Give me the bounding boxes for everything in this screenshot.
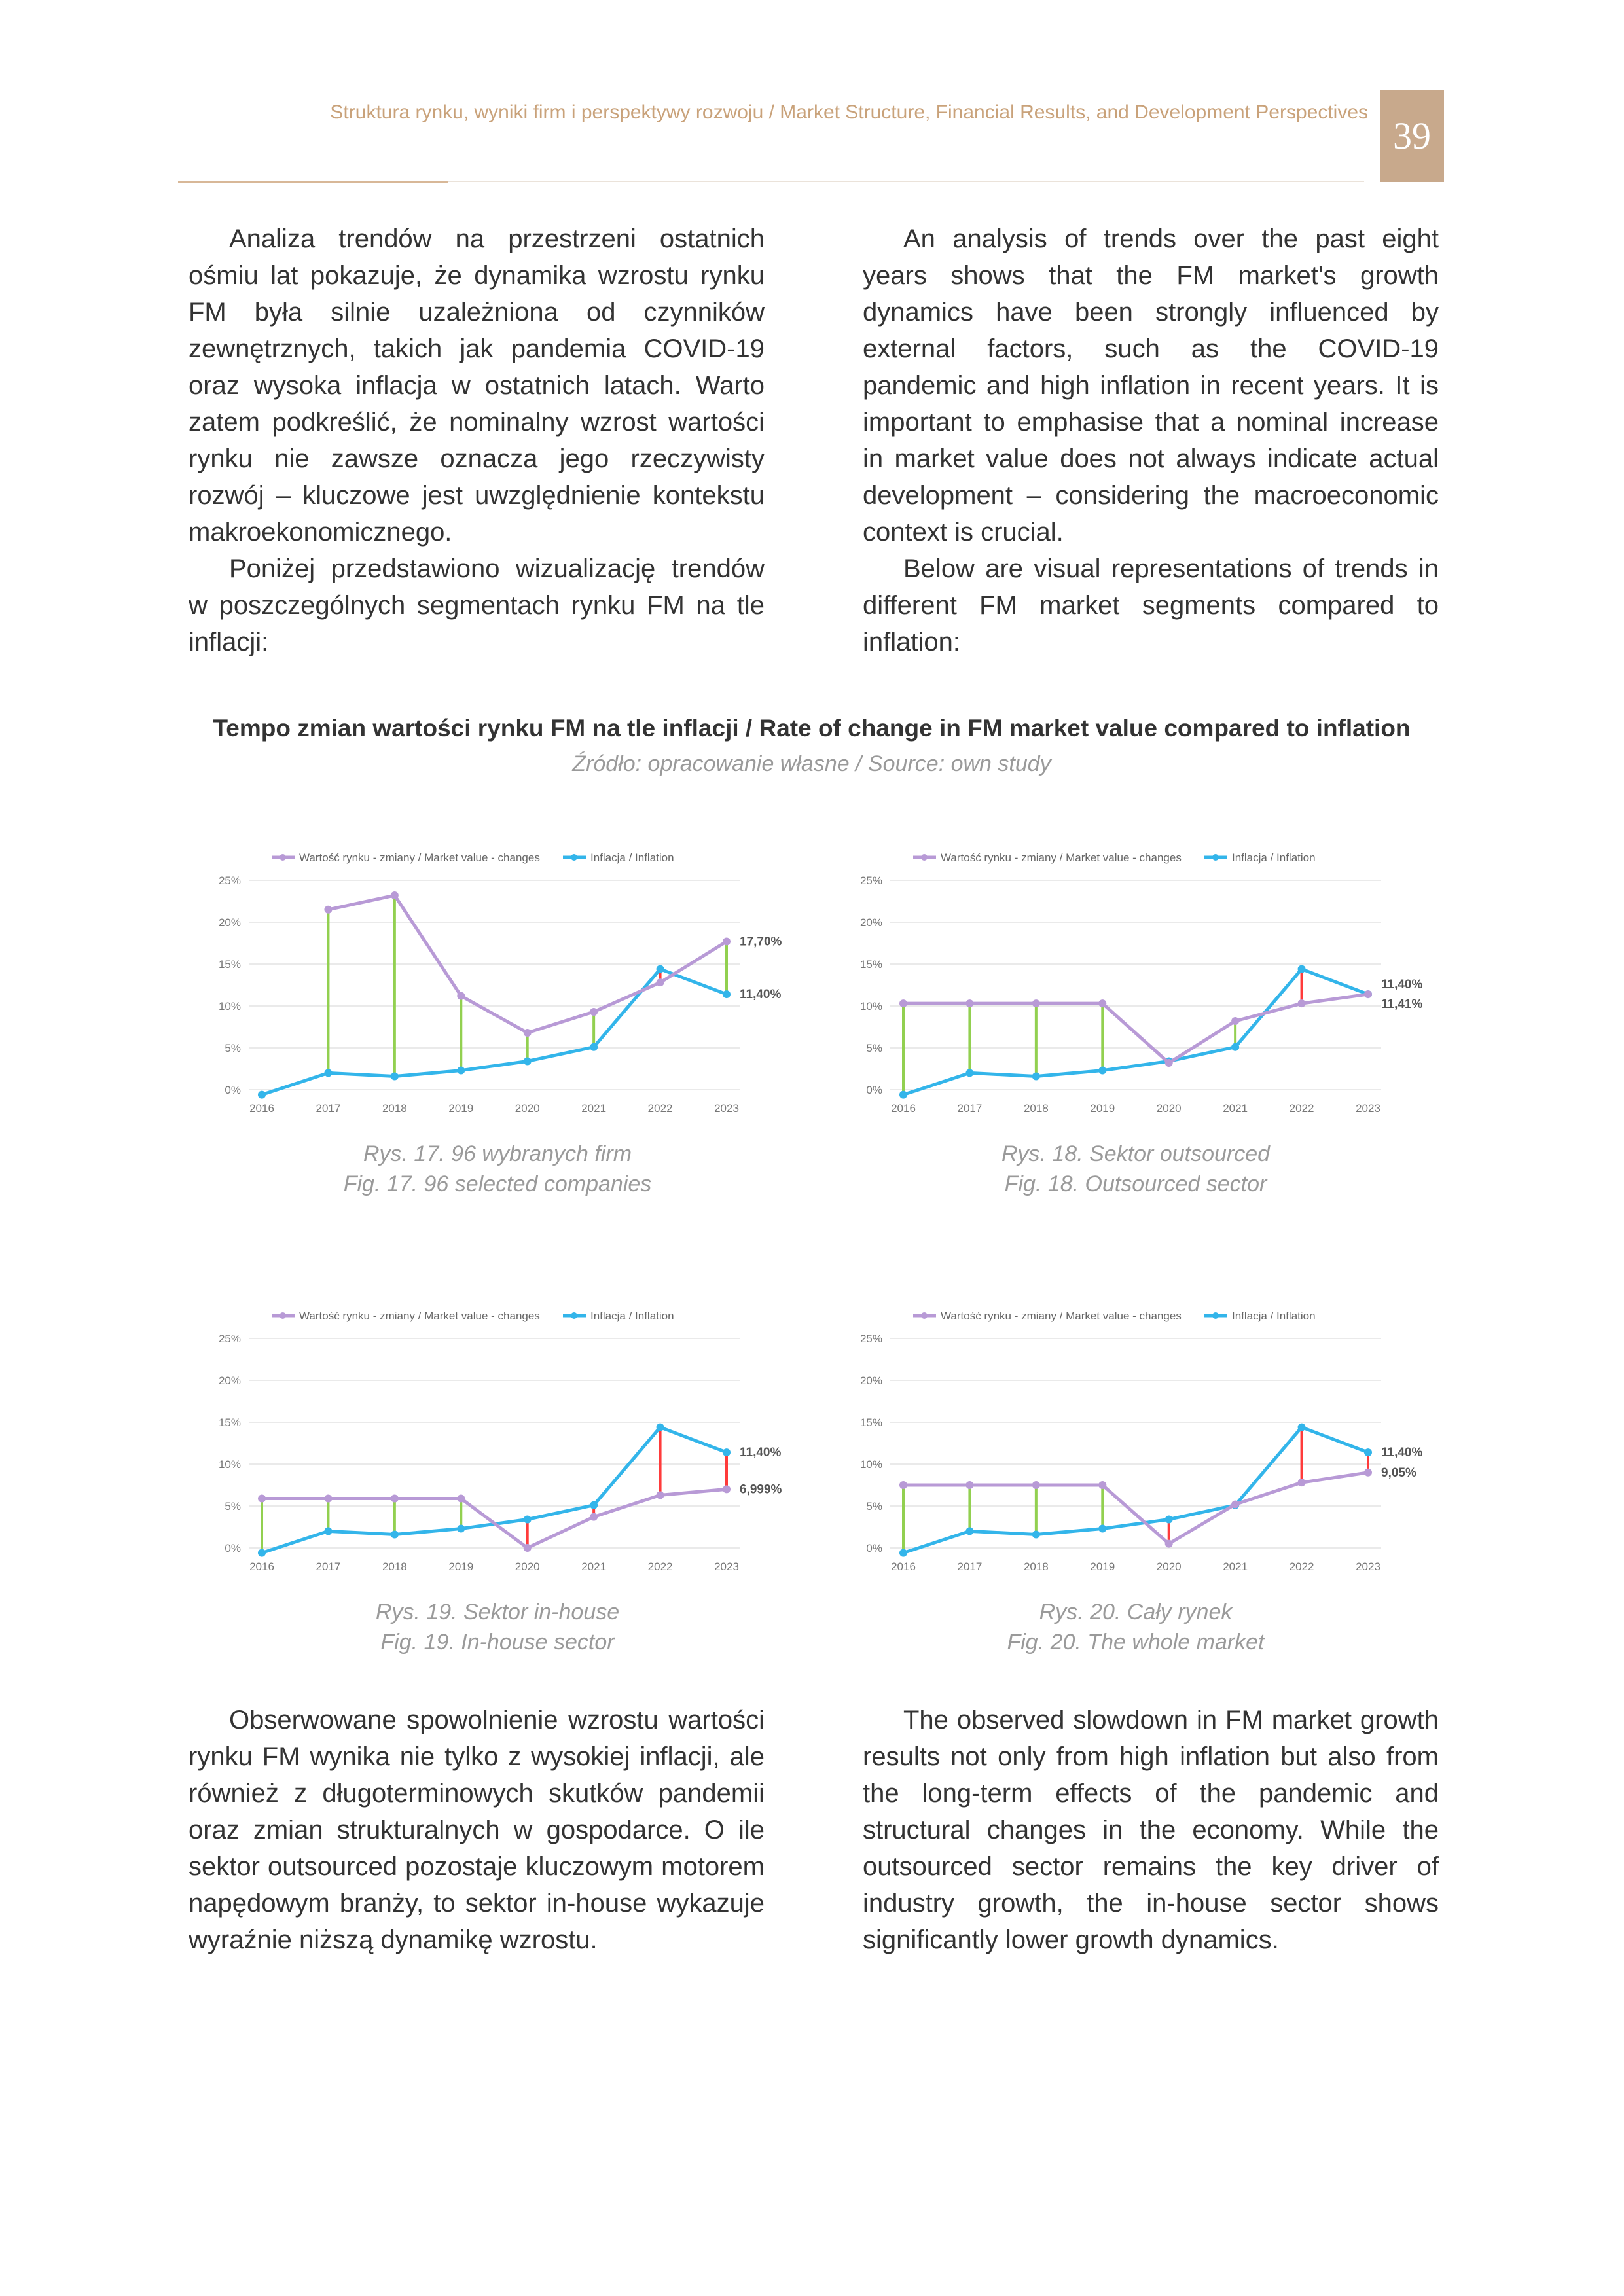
inflation-point xyxy=(457,1525,465,1533)
market-value-point xyxy=(1098,1481,1106,1489)
legend-inflation-marker xyxy=(571,854,577,861)
y-tick-label: 20% xyxy=(218,916,241,929)
legend-market-label: Wartość rynku - zmiany / Market value - changes xyxy=(941,1310,1182,1322)
y-tick-label: 20% xyxy=(859,1374,882,1387)
y-tick-label: 5% xyxy=(866,1500,882,1513)
inflation-point xyxy=(258,1091,266,1099)
x-tick-label: 2017 xyxy=(316,1560,341,1573)
inflation-point xyxy=(723,990,731,998)
y-tick-label: 25% xyxy=(859,874,882,887)
market-value-point xyxy=(1098,999,1106,1007)
data-label: 17,70% xyxy=(740,935,782,949)
inflation-point xyxy=(1098,1067,1106,1075)
market-value-point xyxy=(1032,999,1040,1007)
running-header: Struktura rynku, wyniki firm i perspektywy rozwoju / Market Structure, Financial Results, and Development Perspectives xyxy=(330,101,1368,123)
x-tick-label: 2021 xyxy=(581,1102,607,1115)
inflation-line xyxy=(262,969,727,1095)
x-tick-label: 2018 xyxy=(1023,1560,1049,1573)
x-tick-label: 2019 xyxy=(448,1102,474,1115)
x-tick-label: 2020 xyxy=(1156,1102,1182,1115)
inflation-point xyxy=(1032,1531,1040,1539)
market-value-point xyxy=(965,999,973,1007)
market-value-point xyxy=(457,992,465,1000)
market-value-point xyxy=(1165,1540,1173,1548)
caption-fig-19 xyxy=(203,1597,792,1657)
x-tick-label: 2021 xyxy=(1223,1560,1248,1573)
inflation-point xyxy=(324,1069,332,1077)
chart-svg xyxy=(196,831,785,1145)
market-value-point xyxy=(657,978,664,986)
page-number: 39 xyxy=(1380,90,1444,182)
data-label: 11,41% xyxy=(1381,997,1423,1012)
inflation-point xyxy=(258,1549,266,1557)
caption-en: Fig. 19. In-house sector xyxy=(380,1630,615,1655)
market-value-point xyxy=(524,1544,532,1552)
legend-inflation-label: Inflacja / Inflation xyxy=(1232,852,1316,864)
inflation-point xyxy=(1298,1424,1306,1431)
outro-en-paragraph: The observed slowdown in FM market growth results not only from high inflation but also from the long-term effects of the pandemic and structural changes in the economy. While the outsourced sector remains the key driver of industry growth, the in-house sector shows significantly lower growth dynamics. xyxy=(863,1706,1439,1954)
data-label: 11,40% xyxy=(740,1446,782,1460)
y-tick-label: 15% xyxy=(218,958,241,971)
inflation-point xyxy=(524,1515,532,1523)
intro-english xyxy=(863,221,1439,660)
header-rule-accent xyxy=(178,181,448,183)
inflation-point xyxy=(590,1501,598,1509)
y-tick-label: 20% xyxy=(218,1374,241,1387)
inflation-point xyxy=(723,1448,731,1456)
intro-polish xyxy=(189,221,765,660)
chart-svg xyxy=(838,1289,1427,1604)
x-tick-label: 2021 xyxy=(581,1560,607,1573)
y-tick-label: 10% xyxy=(859,1458,882,1471)
y-tick-label: 25% xyxy=(218,1333,241,1345)
market-value-point xyxy=(457,1494,465,1502)
chart-legend xyxy=(272,1310,674,1322)
y-tick-label: 0% xyxy=(866,1084,882,1096)
caption-pl: Rys. 20. Cały rynek xyxy=(1039,1600,1233,1624)
x-tick-label: 2022 xyxy=(647,1560,673,1573)
x-tick-label: 2016 xyxy=(249,1560,274,1573)
x-tick-label: 2023 xyxy=(1356,1560,1380,1573)
data-label: 9,05% xyxy=(1381,1465,1416,1480)
y-tick-label: 10% xyxy=(218,1458,241,1471)
caption-fig-17 xyxy=(203,1139,792,1199)
inflation-point xyxy=(1098,1525,1106,1533)
y-tick-label: 0% xyxy=(866,1542,882,1554)
inflation-point xyxy=(1165,1515,1173,1523)
caption-en: Fig. 17. 96 selected companies xyxy=(343,1172,652,1196)
x-tick-label: 2017 xyxy=(957,1102,983,1115)
x-tick-label: 2022 xyxy=(1289,1560,1314,1573)
market-value-point xyxy=(1298,999,1306,1007)
chart-in-house-sector xyxy=(196,1289,785,1604)
inflation-point xyxy=(965,1527,973,1535)
x-tick-label: 2022 xyxy=(647,1102,673,1115)
chart-legend xyxy=(272,852,674,864)
x-tick-label: 2019 xyxy=(1090,1102,1115,1115)
inflation-point xyxy=(657,965,664,973)
intro-en-paragraph-2: Below are visual representations of trends in different FM market segments compared to inflation: xyxy=(863,554,1439,656)
x-tick-label: 2018 xyxy=(382,1560,407,1573)
caption-pl: Rys. 17. 96 wybranych firm xyxy=(363,1141,632,1166)
inflation-point xyxy=(391,1073,399,1081)
x-tick-label: 2016 xyxy=(891,1102,916,1115)
x-tick-label: 2022 xyxy=(1289,1102,1314,1115)
chart-selected-companies xyxy=(196,831,785,1145)
chart-legend xyxy=(913,1310,1316,1322)
inflation-point xyxy=(899,1549,907,1557)
legend-inflation-marker xyxy=(1212,1312,1219,1319)
y-tick-label: 25% xyxy=(859,1333,882,1345)
x-tick-label: 2023 xyxy=(714,1102,739,1115)
chart-svg xyxy=(196,1289,785,1604)
legend-market-label: Wartość rynku - zmiany / Market value - changes xyxy=(941,852,1182,864)
inflation-point xyxy=(899,1091,907,1099)
figure-source: Źródło: opracowanie własne / Source: own study xyxy=(572,751,1051,776)
x-tick-label: 2020 xyxy=(1156,1560,1182,1573)
x-tick-label: 2021 xyxy=(1223,1102,1248,1115)
data-label: 11,40% xyxy=(740,988,782,1002)
market-value-point xyxy=(657,1491,664,1499)
caption-fig-18 xyxy=(841,1139,1430,1199)
x-tick-label: 2023 xyxy=(1356,1102,1380,1115)
market-value-point xyxy=(965,1481,973,1489)
inflation-point xyxy=(524,1057,532,1065)
intro-pl-paragraph-2: Poniżej przedstawiono wizualizację trendów w poszczególnych segmentach rynku FM na tle inflacji: xyxy=(189,554,765,656)
chart-outsourced-sector xyxy=(838,831,1427,1145)
y-tick-label: 5% xyxy=(866,1042,882,1054)
x-tick-label: 2019 xyxy=(448,1560,474,1573)
legend-inflation-label: Inflacja / Inflation xyxy=(590,1310,674,1322)
inflation-point xyxy=(457,1067,465,1075)
legend-market-marker xyxy=(280,1312,286,1319)
legend-market-label: Wartość rynku - zmiany / Market value - changes xyxy=(299,1310,540,1322)
legend-market-marker xyxy=(921,1312,928,1319)
y-tick-label: 0% xyxy=(225,1542,241,1554)
market-value-point xyxy=(1298,1479,1306,1486)
market-value-point xyxy=(723,937,731,945)
market-value-point xyxy=(1165,1059,1173,1067)
market-value-point xyxy=(324,906,332,914)
legend-market-marker xyxy=(280,854,286,861)
chart-whole-market xyxy=(838,1289,1427,1604)
intro-pl-paragraph-1: Analiza trendów na przestrzeni ostatnich ośmiu lat pokazuje, że dynamika wzrostu rynku FM była silnie uzależniona od czynników zewnętrznych, takich jak pandemia COVID-19 oraz wysoka inflacja w ostatnich latach. Warto zatem podkreślić, że nominalny wzrost wartości rynku nie zawsze oznacza jego rzeczywisty rozwój – kluczowe jest uwzględnienie kontekstu makroekonomicznego. xyxy=(189,224,765,547)
inflation-point xyxy=(324,1527,332,1535)
y-tick-label: 10% xyxy=(859,1000,882,1013)
x-tick-label: 2018 xyxy=(1023,1102,1049,1115)
legend-market-marker xyxy=(921,854,928,861)
legend-inflation-marker xyxy=(1212,854,1219,861)
y-tick-label: 5% xyxy=(225,1042,241,1054)
data-label: 6,999% xyxy=(740,1482,782,1497)
market-value-point xyxy=(1364,1469,1372,1477)
outro-english xyxy=(863,1702,1439,1958)
y-tick-label: 15% xyxy=(218,1416,241,1429)
market-value-point xyxy=(590,1513,598,1521)
inflation-point xyxy=(391,1531,399,1539)
market-value-point xyxy=(1231,1500,1239,1508)
data-label: 11,40% xyxy=(1381,978,1423,992)
inflation-point xyxy=(1032,1073,1040,1081)
caption-en: Fig. 20. The whole market xyxy=(1007,1630,1265,1655)
header-rule xyxy=(448,181,1364,182)
legend-inflation-label: Inflacja / Inflation xyxy=(590,852,674,864)
figure-title: Tempo zmian wartości rynku FM na tle inflacji / Rate of change in FM market value compared to inflation xyxy=(213,715,1411,742)
x-tick-label: 2020 xyxy=(514,1102,540,1115)
inflation-line xyxy=(262,1427,727,1553)
y-tick-label: 25% xyxy=(218,874,241,887)
market-value-point xyxy=(1364,990,1372,998)
market-value-point xyxy=(324,1494,332,1502)
x-tick-label: 2017 xyxy=(957,1560,983,1573)
x-tick-label: 2017 xyxy=(316,1102,341,1115)
inflation-point xyxy=(1298,965,1306,973)
x-tick-label: 2018 xyxy=(382,1102,407,1115)
market-value-point xyxy=(1231,1017,1239,1025)
inflation-point xyxy=(965,1069,973,1077)
intro-en-paragraph-1: An analysis of trends over the past eight years shows that the FM market's growth dynamics have been strongly influenced by external factors, such as the COVID-19 pandemic and high inflation in recent years. It is important to emphasise that a nominal increase in market value does not always indicate actual development – considering the macroeconomic context is crucial. xyxy=(863,224,1439,547)
caption-pl: Rys. 18. Sektor outsourced xyxy=(1001,1141,1271,1166)
market-value-point xyxy=(899,1481,907,1489)
market-value-point xyxy=(391,891,399,899)
market-value-point xyxy=(723,1485,731,1493)
x-tick-label: 2023 xyxy=(714,1560,739,1573)
legend-inflation-label: Inflacja / Inflation xyxy=(1232,1310,1316,1322)
data-label: 11,40% xyxy=(1381,1446,1423,1460)
outro-pl-paragraph: Obserwowane spowolnienie wzrostu wartości rynku FM wynika nie tylko z wysokiej inflacji, ale również z długoterminowych skutków pandemii oraz zmian strukturalnych w gospodarce. O ile sektor outsourced pozostaje kluczowym motorem napędowym branży, to sektor in-house wykazuje wyraźnie niższą dynamikę wzrostu. xyxy=(189,1706,765,1954)
caption-en: Fig. 18. Outsourced sector xyxy=(1004,1172,1267,1196)
market-value-point xyxy=(391,1494,399,1502)
y-tick-label: 0% xyxy=(225,1084,241,1096)
caption-fig-20 xyxy=(841,1597,1430,1657)
chart-legend xyxy=(913,852,1316,864)
inflation-line xyxy=(903,1427,1368,1553)
outro-polish xyxy=(189,1702,765,1958)
legend-market-label: Wartość rynku - zmiany / Market value - changes xyxy=(299,852,540,864)
inflation-point xyxy=(657,1424,664,1431)
inflation-point xyxy=(1231,1043,1239,1051)
legend-inflation-marker xyxy=(571,1312,577,1319)
market-value-point xyxy=(899,999,907,1007)
x-tick-label: 2016 xyxy=(249,1102,274,1115)
inflation-point xyxy=(590,1043,598,1051)
market-value-point xyxy=(1032,1481,1040,1489)
market-value-point xyxy=(524,1029,532,1037)
y-tick-label: 10% xyxy=(218,1000,241,1013)
y-tick-label: 20% xyxy=(859,916,882,929)
y-tick-label: 15% xyxy=(859,958,882,971)
market-value-point xyxy=(258,1494,266,1502)
x-tick-label: 2016 xyxy=(891,1560,916,1573)
x-tick-label: 2020 xyxy=(514,1560,540,1573)
caption-pl: Rys. 19. Sektor in-house xyxy=(375,1600,620,1624)
y-tick-label: 5% xyxy=(225,1500,241,1513)
market-value-point xyxy=(590,1008,598,1016)
y-tick-label: 15% xyxy=(859,1416,882,1429)
chart-svg xyxy=(838,831,1427,1145)
inflation-point xyxy=(1364,1448,1372,1456)
x-tick-label: 2019 xyxy=(1090,1560,1115,1573)
